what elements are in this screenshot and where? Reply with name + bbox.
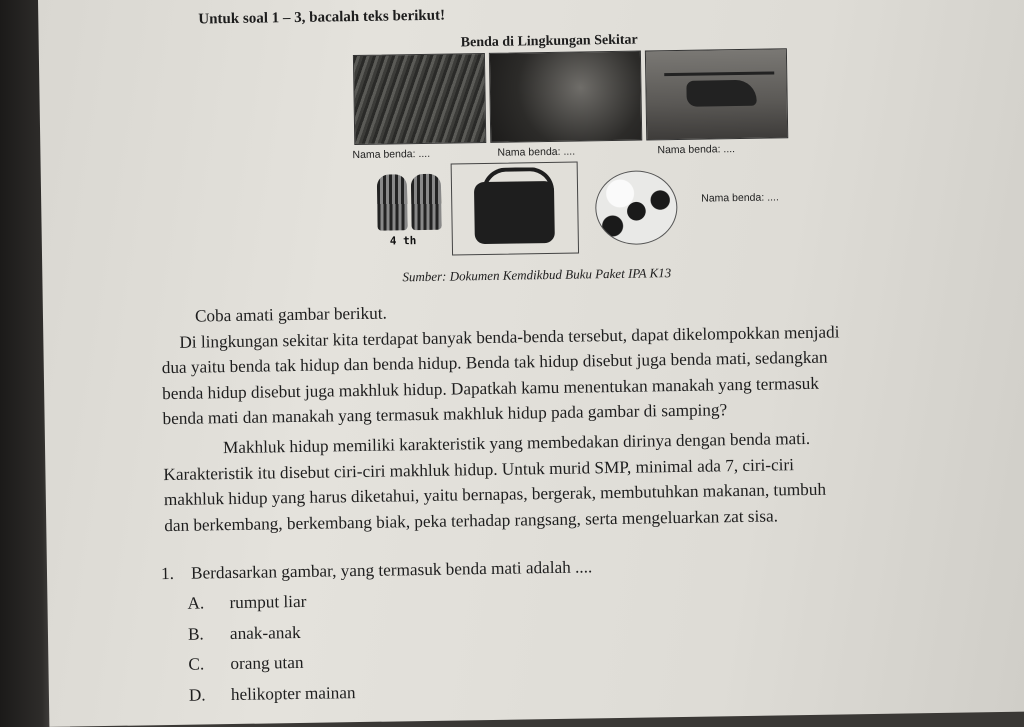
option-c[interactable] — [188, 652, 355, 685]
worksheet-page — [38, 0, 1024, 727]
paragraph-line: Makhluk hidup memiliki karakteristik yang membedakan dirinya dengan benda mati. — [222, 428, 811, 458]
paragraph-line: benda mati dan manakah yang termasuk makhluk hidup pada gambar di samping? — [162, 400, 728, 429]
question-number: 1. — [160, 563, 175, 584]
helicopter-photo — [645, 48, 788, 140]
photo-row — [353, 48, 788, 143]
figure-title: Benda di Lingkungan Sekitar — [460, 32, 638, 51]
paragraph-line: Di lingkungan sekitar kita terdapat banyak benda-benda tersebut, dapat dikelompokkan menjadi — [179, 321, 840, 352]
option-letter: B. — [187, 623, 204, 644]
option-a[interactable] — [187, 591, 354, 624]
paragraph-line: dan berkembang, berkembang biak, peka terhadap rangsang, serta mengeluarkan zat sisa. — [164, 505, 779, 535]
figure-benda — [331, 30, 803, 265]
children-image — [347, 172, 448, 250]
label-grass: Nama benda: .... — [352, 147, 431, 162]
option-letter: C. — [188, 654, 205, 674]
helicopter-icon — [686, 80, 756, 107]
children-caption: 4 th — [389, 234, 417, 248]
orangutan-photo — [489, 51, 642, 143]
paragraph-line: makhluk hidup yang harus diketahui, yaitu bernapas, bergerak, membutuhkan makanan, tumbuh — [163, 479, 827, 510]
child-icon — [377, 174, 408, 230]
option-d[interactable] — [189, 683, 356, 716]
paragraph-line: Karakteristik itu disebut ciri-ciri makhluk hidup. Untuk murid SMP, minimal ada 7, ciri-ciri — [163, 454, 795, 484]
paragraph-intro — [161, 291, 983, 431]
paragraph-line: Coba amati gambar berikut. — [194, 303, 387, 326]
bag-image — [451, 162, 579, 256]
figure-source: Sumber: Dokumen Kemdikbud Buku Paket IPA K13 — [402, 265, 672, 285]
option-b[interactable] — [188, 622, 355, 655]
question-1 — [161, 557, 592, 584]
option-text: anak-anak — [229, 622, 301, 643]
figure-bottom-row — [333, 158, 802, 257]
label-orangutan: Nama benda: .... — [497, 145, 576, 159]
option-letter: D. — [188, 684, 206, 705]
option-text: helikopter mainan — [230, 682, 356, 704]
paragraph-characteristics — [163, 423, 985, 538]
label-helicopter: Nama benda: .... — [657, 143, 736, 157]
paragraph-line: dua yaitu benda tak hidup dan benda hidup. Benda tak hidup disebut juga benda mati, sedangkan — [161, 347, 828, 378]
label-ball: Nama benda: .... — [701, 191, 779, 205]
option-text: orang utan — [230, 652, 304, 674]
grass-photo — [353, 53, 486, 145]
option-letter: A. — [187, 593, 205, 613]
paragraph-line: benda hidup disebut juga makhluk hidup. Dapatkah kamu menentukan manakah yang termasuk — [162, 373, 820, 403]
helicopter-rotor-icon — [664, 71, 774, 76]
bag-icon — [474, 181, 555, 244]
section-heading: Untuk soal 1 – 3, bacalah teks berikut! — [198, 7, 446, 28]
child-icon — [411, 174, 442, 230]
soccer-ball-icon — [595, 170, 678, 245]
answer-options — [187, 591, 355, 716]
option-text: rumput liar — [229, 591, 307, 613]
question-text: Berdasarkan gambar, yang termasuk benda mati adalah .... — [190, 557, 593, 583]
